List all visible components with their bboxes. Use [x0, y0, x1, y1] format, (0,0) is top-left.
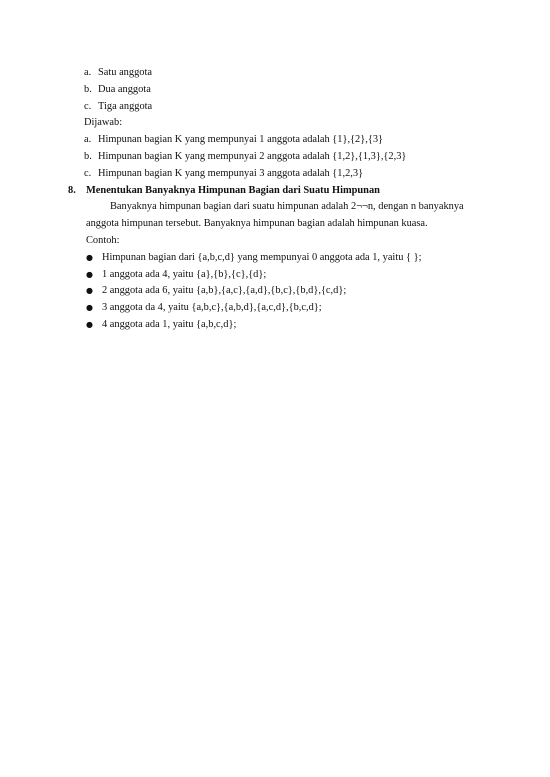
answers-list — [64, 132, 484, 182]
list-marker: c. — [84, 100, 92, 112]
bullet-icon: ● — [86, 252, 93, 262]
example-bullet-list — [64, 250, 484, 334]
list-item-text: Himpunan bagian K yang mempunyai 2 anggota adalah {1,2},{1,3},{2,3} — [98, 150, 407, 162]
options-list — [64, 65, 484, 115]
bullet-item — [64, 250, 484, 267]
bullet-text: 2 anggota ada 6, yaitu {a,b},{a,c},{a,d},{b,c},{b,d},{c,d}; — [102, 285, 347, 297]
list-item-text: Tiga anggota — [98, 100, 153, 112]
list-item — [64, 65, 484, 82]
bullet-icon: ● — [86, 319, 93, 329]
list-marker: a. — [84, 134, 92, 146]
bullet-icon: ● — [86, 269, 93, 279]
list-marker: b. — [84, 150, 92, 162]
list-item-text: Dua anggota — [98, 83, 151, 95]
section-number: 8. — [68, 184, 76, 196]
answer-label: Dijawab: — [84, 117, 123, 129]
list-item — [64, 149, 484, 166]
section-paragraph: Banyaknya himpunan bagian dari suatu himpunan adalah 2¬¬n, dengan n banyaknya anggota himpunan tersebut. Banyaknya himpunan bagian adalah himpunan kuasa. — [86, 201, 464, 230]
bullet-icon: ● — [86, 286, 93, 296]
example-label: Contoh: — [86, 234, 120, 246]
list-item — [64, 166, 484, 183]
bullet-item — [64, 317, 484, 334]
list-marker: c. — [84, 167, 92, 179]
bullet-text: Himpunan bagian dari {a,b,c,d} yang mempunyai 0 anggota ada 1, yaitu { }; — [102, 251, 422, 263]
list-item — [64, 132, 484, 149]
list-marker: a. — [84, 67, 92, 78]
document-content — [64, 65, 484, 334]
bullet-text: 4 anggota ada 1, yaitu {a,b,c,d}; — [102, 318, 237, 330]
list-marker: b. — [84, 83, 92, 95]
bullet-item — [64, 283, 484, 300]
bullet-icon: ● — [86, 303, 93, 313]
list-item-text: Himpunan bagian K yang mempunyai 3 anggota adalah {1,2,3} — [98, 167, 364, 179]
bullet-text: 1 anggota ada 4, yaitu {a},{b},{c},{d}; — [102, 268, 267, 280]
bullet-text: 3 anggota da 4, yaitu {a,b,c},{a,b,d},{a,c,d},{b,c,d}; — [102, 302, 322, 314]
bullet-item — [64, 267, 484, 284]
list-item — [64, 82, 484, 99]
list-item-text: Himpunan bagian K yang mempunyai 1 anggota adalah {1},{2},{3} — [98, 134, 384, 146]
bullet-item — [64, 300, 484, 317]
list-item — [64, 99, 484, 116]
section-heading — [64, 183, 484, 200]
list-item-text: Satu anggota — [98, 67, 152, 78]
section-title: Menentukan Banyaknya Himpunan Bagian dari Suatu Himpunan — [86, 184, 380, 196]
